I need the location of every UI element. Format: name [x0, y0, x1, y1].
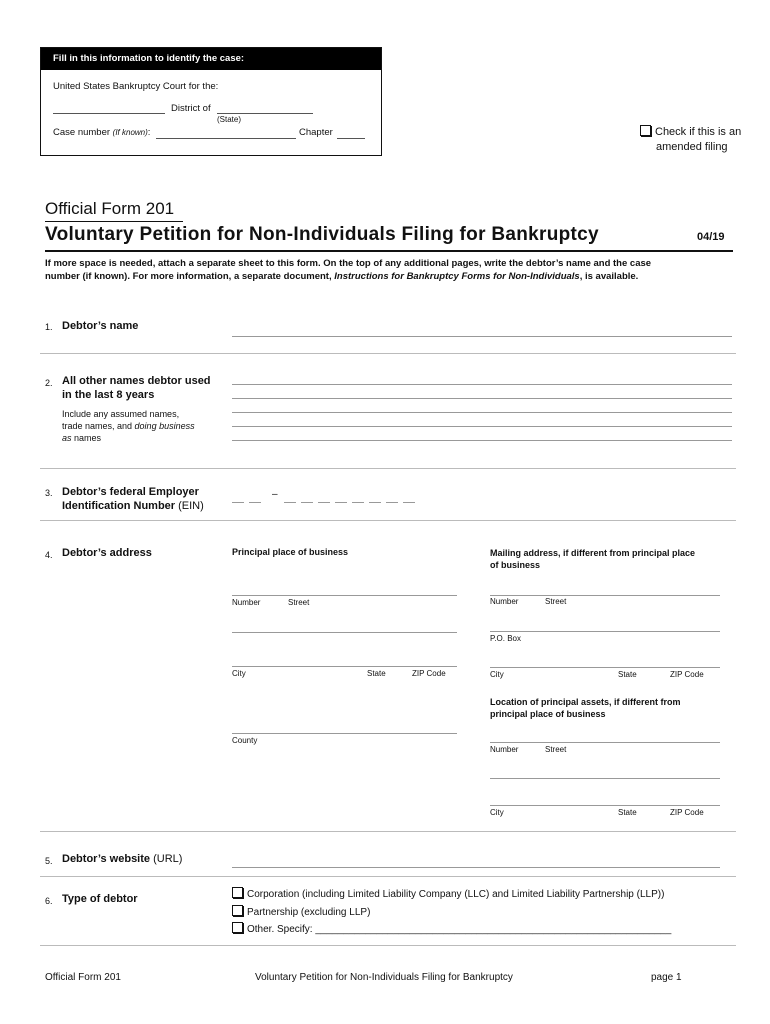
- q1-label: Debtor’s name: [62, 320, 139, 332]
- other-names-field-2[interactable]: [232, 398, 732, 399]
- location-city-label: City: [490, 808, 504, 817]
- debtor-type-partnership[interactable]: Partnership (excluding LLP): [232, 905, 370, 918]
- mailing-header: Mailing address, if different from principal place of business: [490, 548, 696, 570]
- q3-label: Debtor’s federal Employer Identification Number (EIN): [62, 486, 204, 512]
- location-state-label: State: [618, 808, 637, 817]
- footer-form-number: Official Form 201: [45, 972, 121, 983]
- principal-header: Principal place of business: [232, 547, 349, 557]
- location-city-field[interactable]: [490, 805, 720, 806]
- other-names-field-4[interactable]: [232, 426, 732, 427]
- location-street-label: Street: [545, 745, 567, 754]
- ein-field[interactable]: –: [232, 492, 422, 504]
- mailing-state-label: State: [618, 670, 637, 679]
- mailing-street-field[interactable]: [490, 595, 720, 596]
- q3-number: 3.: [45, 488, 53, 498]
- principal-street-label: Street: [288, 598, 310, 607]
- intro-text: If more space is needed, attach a separate sheet to this form. On the top of any additional pages, write the debtor’s name and the case number (if known). For more information, a separate document, Instructions for Bankruptcy Forms for Non-Individuals, is available.: [45, 258, 652, 282]
- website-field[interactable]: [232, 867, 720, 868]
- principal-street-field-2[interactable]: [232, 632, 457, 633]
- chapter-line[interactable]: [337, 138, 365, 139]
- corporation-checkbox[interactable]: [232, 887, 243, 898]
- district-line[interactable]: [53, 113, 165, 114]
- mailing-number-label: Number: [490, 597, 519, 606]
- other-names-field-5[interactable]: [232, 440, 732, 441]
- q1-number: 1.: [45, 322, 53, 332]
- state-line[interactable]: [217, 113, 313, 114]
- mailing-pobox-field[interactable]: [490, 631, 720, 632]
- form-number: Official Form 201: [45, 199, 175, 218]
- principal-number-label: Number: [232, 598, 261, 607]
- chapter-label: Chapter: [299, 127, 333, 138]
- location-header: Location of principal assets, if different from principal place of business: [490, 697, 681, 719]
- mailing-city-field[interactable]: [490, 667, 720, 668]
- case-number-label: Case number (If known):: [53, 127, 151, 138]
- state-label: (State): [217, 115, 242, 124]
- q6-number: 6.: [45, 896, 53, 906]
- form-title: Voluntary Petition for Non-Individuals Filing for Bankruptcy: [45, 224, 599, 245]
- case-number-line[interactable]: [156, 138, 296, 139]
- mailing-street-label: Street: [545, 597, 567, 606]
- form-version: 04/19: [697, 231, 725, 243]
- location-street-field[interactable]: [490, 742, 720, 743]
- q2-number: 2.: [45, 378, 53, 388]
- amended-checkbox[interactable]: [640, 125, 651, 136]
- debtor-type-other[interactable]: Other. Specify: ________________________________________________________________: [232, 922, 671, 935]
- debtor-name-field[interactable]: [232, 336, 732, 337]
- amended-checkbox-row[interactable]: [640, 125, 741, 138]
- location-zip-label: ZIP Code: [670, 808, 704, 817]
- court-label: United States Bankruptcy Court for the:: [53, 81, 219, 92]
- mailing-city-label: City: [490, 670, 504, 679]
- other-names-field-1[interactable]: [232, 384, 732, 385]
- case-info-header: Fill in this information to identify the case:: [41, 48, 381, 70]
- footer-title: Voluntary Petition for Non-Individuals Filing for Bankruptcy: [255, 972, 513, 983]
- mailing-zip-label: ZIP Code: [670, 670, 704, 679]
- amended-label-1: Check if this is an: [655, 126, 742, 138]
- principal-county-label: County: [232, 736, 258, 745]
- q2-help: Include any assumed names, trade names, and doing business as names: [62, 409, 195, 443]
- q5-number: 5.: [45, 856, 53, 866]
- location-street-field-2[interactable]: [490, 778, 720, 779]
- q6-label: Type of debtor: [62, 893, 138, 905]
- other-checkbox[interactable]: [232, 922, 243, 933]
- principal-state-label: State: [367, 669, 386, 678]
- case-info-box: [40, 47, 382, 156]
- other-names-field-3[interactable]: [232, 412, 732, 413]
- principal-city-field[interactable]: [232, 666, 457, 667]
- q2-label: All other names debtor used in the last 8 years: [62, 375, 211, 401]
- amended-label-2: amended filing: [656, 141, 728, 153]
- q4-label: Debtor’s address: [62, 547, 152, 559]
- q5-label: Debtor’s website (URL): [62, 853, 183, 865]
- district-label: District of: [171, 103, 211, 114]
- q4-number: 4.: [45, 550, 53, 560]
- principal-zip-label: ZIP Code: [412, 669, 446, 678]
- mailing-pobox-label: P.O. Box: [490, 634, 521, 643]
- principal-street-field[interactable]: [232, 595, 457, 596]
- debtor-type-corporation[interactable]: Corporation (including Limited Liability Company (LLC) and Limited Liability Partnership (LLP)): [232, 887, 664, 900]
- footer-page-number: page 1: [651, 972, 682, 983]
- location-number-label: Number: [490, 745, 519, 754]
- principal-county-field[interactable]: [232, 733, 457, 734]
- principal-city-label: City: [232, 669, 246, 678]
- partnership-checkbox[interactable]: [232, 905, 243, 916]
